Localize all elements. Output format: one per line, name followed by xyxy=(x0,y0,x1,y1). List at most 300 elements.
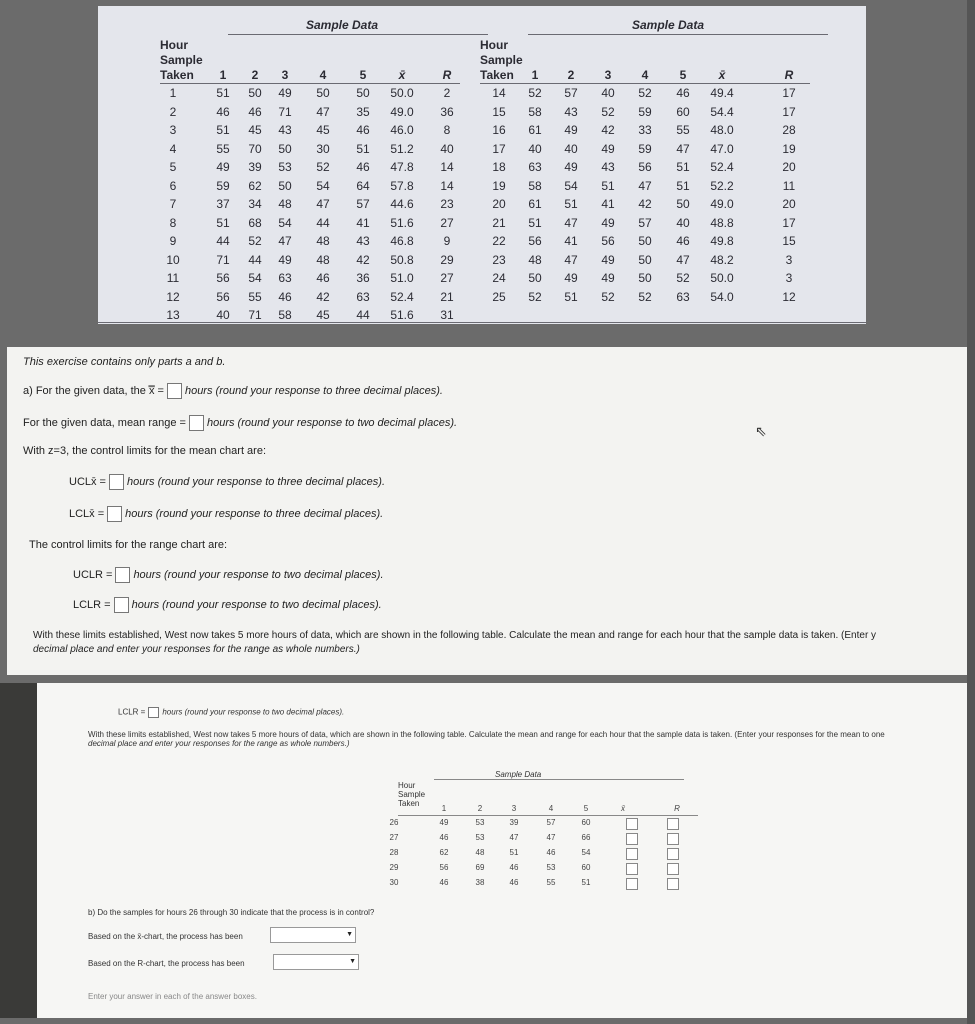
instructions-2: decimal place and enter your responses for the range as whole numbers.) xyxy=(88,739,350,748)
table-cell: 51 xyxy=(676,178,690,193)
column-header: 5 xyxy=(359,68,367,82)
table-cell: 4 xyxy=(169,141,177,156)
table-cell: 16 xyxy=(492,123,506,137)
table-cell: 14 xyxy=(440,160,454,174)
table-cell: 51 xyxy=(216,86,230,100)
sample-data-title: Sample Data xyxy=(495,770,542,779)
mean-input[interactable] xyxy=(626,848,638,860)
part-b-question: b) Do the samples for hours 26 through 30 indicate that the process is in control? xyxy=(88,908,375,917)
table-cell: 19 xyxy=(492,178,506,193)
rule xyxy=(160,83,460,84)
table-cell: 64 xyxy=(356,178,370,193)
table-cell: 20 xyxy=(782,197,796,211)
table-cell: 46 xyxy=(278,289,292,304)
table-cell: 49 xyxy=(601,271,615,285)
table-cell: 46.8 xyxy=(390,234,414,248)
table-cell: 50 xyxy=(638,252,652,267)
table-cell: 38 xyxy=(475,878,485,887)
column-header: 4 xyxy=(641,68,649,82)
table-cell: 30 xyxy=(316,141,330,156)
table-cell: 66 xyxy=(581,833,591,842)
mean-input[interactable] xyxy=(626,878,638,890)
table-cell: 46 xyxy=(356,123,370,137)
table-cell: 60 xyxy=(676,104,690,119)
table-cell: 59 xyxy=(638,104,652,119)
table-cell: 51 xyxy=(528,215,542,230)
table-cell: 47 xyxy=(676,252,690,267)
column-header: R xyxy=(442,68,452,82)
table-cell: 28 xyxy=(389,848,399,857)
table-cell: 47 xyxy=(278,234,292,248)
table-cell: 40 xyxy=(216,308,230,322)
table-cell: 51 xyxy=(564,197,578,211)
table-cell: 63 xyxy=(356,289,370,304)
table-cell: 50 xyxy=(278,141,292,156)
ucl-x-line: UCLx̄ = hours (round your response to three decimal places). xyxy=(69,474,385,490)
table-cell: 57 xyxy=(638,215,652,230)
table-cell: 2 xyxy=(169,104,177,119)
table-cell: 27 xyxy=(440,271,454,285)
table-cell: 52 xyxy=(528,289,542,304)
table-cell: 20 xyxy=(492,197,506,211)
table-cell: 1 xyxy=(169,86,177,100)
rule xyxy=(528,34,828,35)
table-cell: 48.2 xyxy=(710,252,734,267)
table-cell: 52.2 xyxy=(710,178,734,193)
table-cell: 40 xyxy=(601,86,615,100)
column-header: x̄ xyxy=(718,68,726,82)
table-cell: 9 xyxy=(169,234,177,248)
table-cell: 50 xyxy=(638,271,652,285)
table-cell: 71 xyxy=(278,104,292,119)
table-cell: 50.8 xyxy=(390,252,414,267)
rule xyxy=(98,322,866,323)
column-header: x̄ xyxy=(398,68,406,82)
table-cell: 44 xyxy=(316,215,330,230)
table-cell: 51 xyxy=(509,848,519,857)
table-cell: 3 xyxy=(785,271,793,285)
table-cell: 63 xyxy=(278,271,292,285)
table-cell: 56 xyxy=(216,271,230,285)
table-cell: 49.0 xyxy=(390,104,414,119)
table-cell: 53 xyxy=(475,818,485,827)
table-cell: 27 xyxy=(389,833,399,842)
table-cell: 55 xyxy=(676,123,690,137)
table-cell: 46.0 xyxy=(390,123,414,137)
table-cell: 46 xyxy=(248,104,262,119)
z-line: With z=3, the control limits for the mean chart are: xyxy=(23,445,267,457)
table-cell: 19 xyxy=(782,141,796,156)
table-cell: 49.4 xyxy=(710,86,734,100)
lcl-r-line: LCLR = hours (round your response to two decimal places). xyxy=(73,597,382,613)
table-cell: 42 xyxy=(601,123,615,137)
table-cell: 26 xyxy=(389,818,399,827)
table-cell: 52 xyxy=(638,289,652,304)
table-cell: 47 xyxy=(564,252,578,267)
table-cell: 21 xyxy=(440,289,454,304)
footer-text: Enter your answer in each of the answer boxes. xyxy=(88,992,257,1001)
table-cell: 45 xyxy=(248,123,262,137)
column-header: 3 xyxy=(511,804,517,813)
table-cell: 33 xyxy=(638,123,652,137)
lcl-x-line: LCLx̄ = hours (round your response to three decimal places). xyxy=(69,506,383,522)
column-header: R xyxy=(784,68,794,82)
xbar-chart-select[interactable] xyxy=(270,927,356,943)
table-cell: 50 xyxy=(528,271,542,285)
table-cell: 43 xyxy=(278,123,292,137)
table-cell: 12 xyxy=(782,289,796,304)
table-cell: 49 xyxy=(216,160,230,174)
table-cell: 52 xyxy=(601,104,615,119)
instructions-1: With these limits established, West now takes 5 more hours of data, which are shown in the following table. Calculate the mean and range for each hour that the sample data is taken. (Enter your responses for the mean to one xyxy=(88,730,885,739)
table-cell: 53 xyxy=(278,160,292,174)
table-cell: 44 xyxy=(248,252,262,267)
lcl-r-line: LCLR = hours (round your response to two decimal places). xyxy=(118,707,345,717)
table-cell: 58 xyxy=(528,104,542,119)
table-cell: 46 xyxy=(216,104,230,119)
table-cell: 56 xyxy=(601,234,615,248)
table-cell: 51 xyxy=(216,215,230,230)
table-cell: 5 xyxy=(169,160,177,174)
table-cell: 36 xyxy=(356,271,370,285)
table-cell: 8 xyxy=(443,123,451,137)
table-cell: 43 xyxy=(356,234,370,248)
table-cell: 54 xyxy=(564,178,578,193)
table-cell: 50 xyxy=(316,86,330,100)
grand-mean-line: a) For the given data, the x̿ = hours (round your response to three decimal places). xyxy=(23,383,443,399)
table-cell: 13 xyxy=(166,308,180,322)
table-cell: 40 xyxy=(528,141,542,156)
table-cell: 48.8 xyxy=(710,215,734,230)
table-cell: 54 xyxy=(316,178,330,193)
table-cell: 30 xyxy=(389,878,399,887)
range-input[interactable] xyxy=(667,863,679,875)
table-cell: 51.6 xyxy=(390,308,414,322)
table-cell: 61 xyxy=(528,123,542,137)
table-cell: 3 xyxy=(169,123,177,137)
table-cell: 47 xyxy=(509,833,519,842)
table-cell: 41 xyxy=(601,197,615,211)
table-cell: 47 xyxy=(316,104,330,119)
table-cell: 42 xyxy=(316,289,330,304)
table-cell: 54.4 xyxy=(710,104,734,119)
table-cell: 7 xyxy=(169,197,177,211)
table-cell: 46 xyxy=(356,160,370,174)
ucl-r-input[interactable] xyxy=(115,567,130,583)
table-title-right: Sample Data xyxy=(632,18,705,32)
column-header: 3 xyxy=(281,68,289,82)
table-cell: 52 xyxy=(638,86,652,100)
table-cell: 49.8 xyxy=(710,234,734,248)
table-cell: 49 xyxy=(564,271,578,285)
table-cell: 41 xyxy=(356,215,370,230)
hour-header-right: Hour Sample Taken xyxy=(480,38,523,82)
table-cell: 23 xyxy=(492,252,506,267)
table-cell: 63 xyxy=(528,160,542,174)
column-header: 1 xyxy=(219,68,227,82)
table-cell: 57 xyxy=(564,86,578,100)
table-cell: 44 xyxy=(216,234,230,248)
table-cell: 46 xyxy=(546,848,556,857)
table-cell: 49 xyxy=(564,123,578,137)
table-cell: 49 xyxy=(564,160,578,174)
table-cell: 24 xyxy=(492,271,506,285)
table-cell: 43 xyxy=(564,104,578,119)
table-cell: 47 xyxy=(564,215,578,230)
question-photo xyxy=(7,347,967,675)
table-cell: 47.0 xyxy=(710,141,734,156)
column-header: x̄ xyxy=(621,804,625,813)
table-cell: 54.0 xyxy=(710,289,734,304)
table-cell: 47 xyxy=(676,141,690,156)
grand-mean-input[interactable] xyxy=(167,383,182,399)
table-cell: 25 xyxy=(492,289,506,304)
table-cell: 49 xyxy=(278,252,292,267)
table-cell: 56 xyxy=(216,289,230,304)
table-cell: 50 xyxy=(638,234,652,248)
column-header: 1 xyxy=(441,804,447,813)
table-cell: 48 xyxy=(316,252,330,267)
table-cell: 62 xyxy=(248,178,262,193)
table-cell: 40 xyxy=(440,141,454,156)
mean-input[interactable] xyxy=(626,863,638,875)
table-cell: 39 xyxy=(248,160,262,174)
lcl-x-input[interactable] xyxy=(107,506,122,522)
hour-header: Hour Sample Taken xyxy=(398,781,426,808)
table-cell: 60 xyxy=(581,818,591,827)
table-cell: 27 xyxy=(440,215,454,230)
table-cell: 44.6 xyxy=(390,197,414,211)
table-cell: 62 xyxy=(439,848,449,857)
table-cell: 59 xyxy=(638,141,652,156)
table-cell: 46 xyxy=(676,234,690,248)
column-header: 5 xyxy=(583,804,589,813)
table-cell: 71 xyxy=(248,308,262,322)
table-cell: 11 xyxy=(782,178,796,193)
table-cell: 57 xyxy=(356,197,370,211)
column-header: 1 xyxy=(531,68,539,82)
table-cell: 51.0 xyxy=(390,271,414,285)
table-cell: 12 xyxy=(166,289,180,304)
table-cell: 49 xyxy=(601,141,615,156)
table-cell: 52 xyxy=(676,271,690,285)
limits-line-2: decimal place and enter your responses for the range as whole numbers.) xyxy=(33,644,360,655)
table-cell: 34 xyxy=(248,197,262,211)
range-input[interactable] xyxy=(667,848,679,860)
table-cell: 48 xyxy=(475,848,485,857)
table-cell: 28 xyxy=(782,123,796,137)
table-cell: 29 xyxy=(389,863,399,872)
table-cell: 51 xyxy=(216,123,230,137)
table-cell: 51 xyxy=(601,178,615,193)
table-cell: 51 xyxy=(564,289,578,304)
table-cell: 8 xyxy=(169,215,177,230)
data-table-photo xyxy=(98,6,866,324)
table-cell: 48 xyxy=(278,197,292,211)
table-cell: 45 xyxy=(316,308,330,322)
table-cell: 49 xyxy=(278,86,292,100)
rule xyxy=(398,815,698,816)
limits-line-1: With these limits established, West now takes 5 more hours of data, which are shown in the following table. Calculate the mean and range for each hour that the sample data is taken. (Enter y xyxy=(33,630,877,641)
table-cell: 50 xyxy=(356,86,370,100)
column-header: 2 xyxy=(567,68,575,82)
column-header: 2 xyxy=(251,68,259,82)
table-cell: 46 xyxy=(316,271,330,285)
table-cell: 17 xyxy=(782,104,796,119)
table-cell: 46 xyxy=(509,863,519,872)
table-cell: 60 xyxy=(581,863,591,872)
table-cell: 3 xyxy=(785,252,793,267)
table-cell: 54 xyxy=(581,848,591,857)
table-cell: 59 xyxy=(216,178,230,193)
table-cell: 20 xyxy=(782,160,796,174)
table-cell: 63 xyxy=(676,289,690,304)
table-cell: 10 xyxy=(166,252,180,267)
table-cell: 50 xyxy=(278,178,292,193)
table-cell: 69 xyxy=(475,863,485,872)
chevron-down-icon: ▼ xyxy=(349,958,356,965)
table-cell: 40 xyxy=(676,215,690,230)
table-title-left: Sample Data xyxy=(306,18,379,32)
table-cell: 37 xyxy=(216,197,230,211)
r-chart-label: Based on the R-chart, the process has been xyxy=(88,959,245,968)
table-cell: 70 xyxy=(248,141,262,156)
table-cell: 52 xyxy=(248,234,262,248)
table-cell: 50.0 xyxy=(390,86,414,100)
table-cell: 39 xyxy=(509,818,519,827)
range-input[interactable] xyxy=(667,818,679,830)
mean-input[interactable] xyxy=(626,833,638,845)
table-cell: 57.8 xyxy=(390,178,414,193)
table-cell: 29 xyxy=(440,252,454,267)
rule xyxy=(434,779,684,780)
table-cell: 17 xyxy=(782,86,796,100)
table-cell: 43 xyxy=(601,160,615,174)
ucl-x-input[interactable] xyxy=(109,474,124,490)
table-cell: 51.2 xyxy=(390,141,414,156)
photo-background xyxy=(967,0,975,1024)
table-cell: 42 xyxy=(638,197,652,211)
column-header: 5 xyxy=(679,68,687,82)
table-cell: 47 xyxy=(638,178,652,193)
table-cell: 54 xyxy=(248,271,262,285)
table-cell: 47.8 xyxy=(390,160,414,174)
table-cell: 54 xyxy=(278,215,292,230)
table-cell: 31 xyxy=(440,308,454,322)
table-cell: 11 xyxy=(166,271,180,285)
table-cell: 21 xyxy=(492,215,506,230)
column-header: R xyxy=(674,804,680,813)
table-cell: 49 xyxy=(439,818,449,827)
table-cell: 47 xyxy=(316,197,330,211)
table-cell: 71 xyxy=(216,252,230,267)
table-cell: 48 xyxy=(528,252,542,267)
table-cell: 46 xyxy=(676,86,690,100)
table-cell: 6 xyxy=(169,178,177,193)
table-cell: 51.6 xyxy=(390,215,414,230)
range-input[interactable] xyxy=(667,833,679,845)
table-cell: 51 xyxy=(356,141,370,156)
table-cell: 14 xyxy=(492,86,506,100)
table-cell: 58 xyxy=(278,308,292,322)
hour-header-left: Hour Sample Taken xyxy=(160,38,203,82)
table-cell: 40 xyxy=(564,141,578,156)
ucl-r-line: UCLR = hours (round your response to two decimal places). xyxy=(73,567,384,583)
table-cell: 42 xyxy=(356,252,370,267)
table-cell: 52 xyxy=(601,289,615,304)
table-cell: 56 xyxy=(439,863,449,872)
table-cell: 46 xyxy=(439,833,449,842)
table-cell: 50 xyxy=(676,197,690,211)
table-cell: 55 xyxy=(216,141,230,156)
lcl-r-input[interactable] xyxy=(114,597,129,613)
xbar-chart-label: Based on the x̄-chart, the process has been xyxy=(88,932,243,941)
mean-input[interactable] xyxy=(626,818,638,830)
range-input[interactable] xyxy=(667,878,679,890)
mouse-cursor-icon: ⇖ xyxy=(755,423,767,439)
table-cell: 35 xyxy=(356,104,370,119)
table-cell: 49.0 xyxy=(710,197,734,211)
mean-range-line: For the given data, mean range = hours (round your response to two decimal places). xyxy=(23,415,457,431)
table-cell: 18 xyxy=(492,160,506,174)
table-cell: 22 xyxy=(492,234,506,248)
chevron-down-icon: ▼ xyxy=(346,931,353,938)
table-cell: 51 xyxy=(581,878,591,887)
table-cell: 44 xyxy=(356,308,370,322)
table-cell: 53 xyxy=(546,863,556,872)
table-cell: 50.0 xyxy=(710,271,734,285)
table-cell: 52 xyxy=(316,160,330,174)
table-cell: 68 xyxy=(248,215,262,230)
column-header: 4 xyxy=(548,804,554,813)
table-cell: 50 xyxy=(248,86,262,100)
table-cell: 41 xyxy=(564,234,578,248)
mean-range-input[interactable] xyxy=(189,415,204,431)
table-cell: 55 xyxy=(546,878,556,887)
column-header: 3 xyxy=(604,68,612,82)
column-header: 4 xyxy=(319,68,327,82)
table-cell: 58 xyxy=(528,178,542,193)
table-cell: 23 xyxy=(440,197,454,211)
table-cell: 48.0 xyxy=(710,123,734,137)
r-chart-select[interactable] xyxy=(273,954,359,970)
photo-background xyxy=(0,683,37,1018)
table-cell: 45 xyxy=(316,123,330,137)
table-cell: 49 xyxy=(601,215,615,230)
range-chart-line: The control limits for the range chart are: xyxy=(29,539,228,551)
table-cell: 14 xyxy=(440,178,454,193)
table-cell: 9 xyxy=(443,234,451,248)
table-cell: 56 xyxy=(528,234,542,248)
part-b-photo xyxy=(37,683,967,1018)
rule xyxy=(228,34,488,35)
column-header: 2 xyxy=(477,804,483,813)
table-cell: 46 xyxy=(509,878,519,887)
intro-text: This exercise contains only parts a and b. xyxy=(23,356,226,368)
table-cell: 48 xyxy=(316,234,330,248)
table-cell: 2 xyxy=(443,86,451,100)
rule xyxy=(480,83,810,84)
table-cell: 52.4 xyxy=(390,289,414,304)
table-cell: 17 xyxy=(782,215,796,230)
table-cell: 47 xyxy=(546,833,556,842)
table-cell: 52.4 xyxy=(710,160,734,174)
table-cell: 52 xyxy=(528,86,542,100)
table-cell: 51 xyxy=(676,160,690,174)
lcl-r-input[interactable] xyxy=(148,707,159,718)
table-cell: 46 xyxy=(439,878,449,887)
table-cell: 55 xyxy=(248,289,262,304)
